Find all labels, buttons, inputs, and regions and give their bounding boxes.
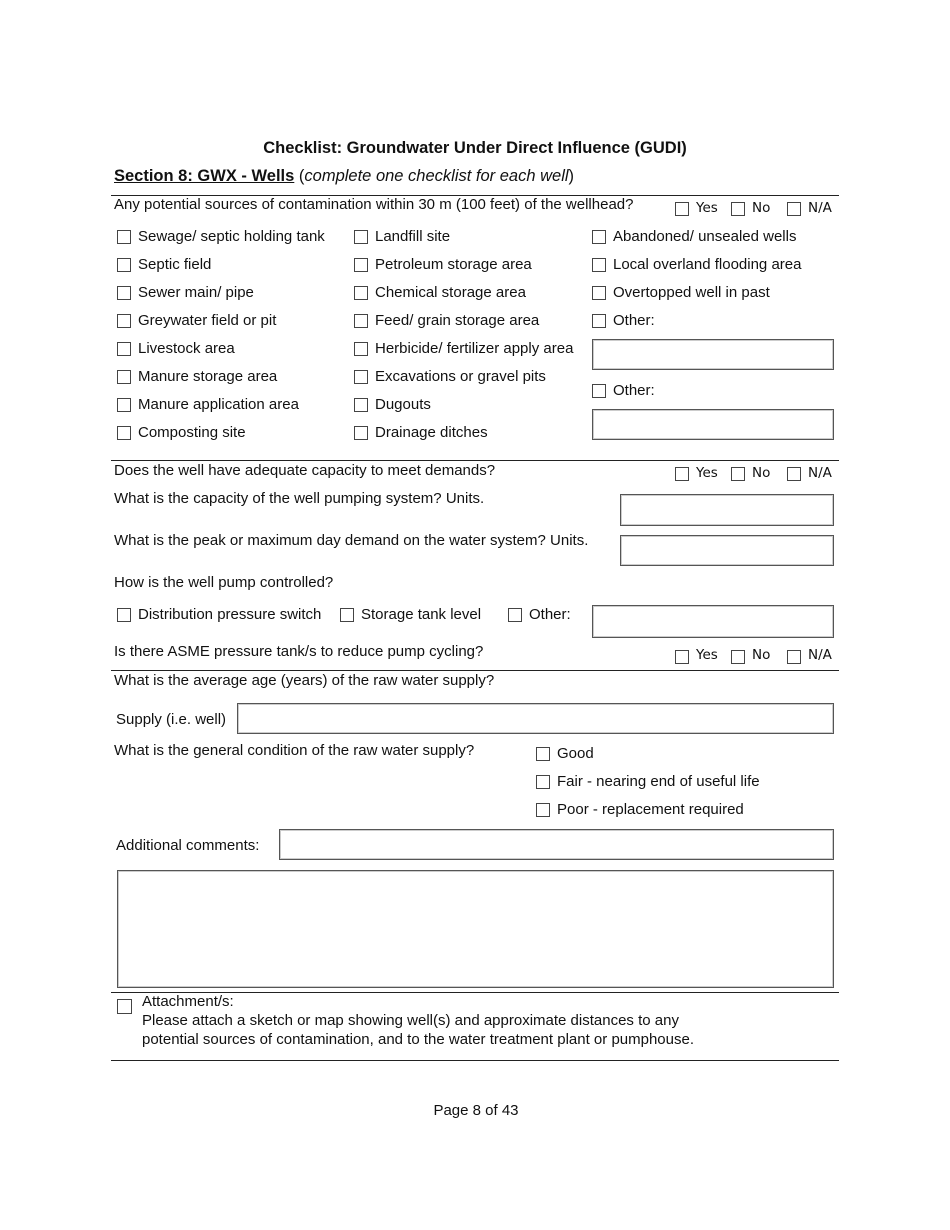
capacity-yes-label: Yes: [696, 465, 718, 481]
control-other-checkbox[interactable]: [508, 608, 522, 622]
source-label: Manure storage area: [138, 368, 278, 385]
source-label: Livestock area: [138, 340, 235, 357]
source-label: Greywater field or pit: [138, 312, 277, 329]
source-checkbox[interactable]: [354, 426, 368, 440]
divider: [111, 460, 839, 461]
contamination-yes-checkbox[interactable]: [675, 202, 689, 216]
asme-na-label: N/A: [808, 647, 832, 663]
source-checkbox[interactable]: [117, 398, 131, 412]
contamination-question: Any potential sources of contamination within 30 m (100 feet) of the wellhead?: [114, 196, 634, 213]
asme-no-label: No: [752, 647, 771, 663]
asme-na-checkbox[interactable]: [787, 650, 801, 664]
section-note-open: (: [294, 167, 305, 185]
capacity-na-label: N/A: [808, 465, 832, 481]
comments-label: Additional comments:: [116, 837, 260, 854]
storage-tank-level-label: Storage tank level: [361, 606, 482, 623]
attachment-label: Attachment/s:: [142, 993, 234, 1010]
divider: [111, 1060, 839, 1061]
source-checkbox[interactable]: [354, 286, 368, 300]
condition-good-label: Good: [557, 745, 594, 762]
section-label: Section 8: GWX - Wells: [114, 167, 295, 185]
page-title: Checklist: Groundwater Under Direct Influence (GUDI): [263, 139, 687, 157]
source-label: Composting site: [138, 424, 246, 441]
other-source-2-checkbox[interactable]: [592, 384, 606, 398]
capacity-na-checkbox[interactable]: [787, 467, 801, 481]
comments-input[interactable]: [279, 829, 834, 860]
source-checkbox[interactable]: [592, 286, 606, 300]
source-label: Manure application area: [138, 396, 299, 413]
page-number: Page 8 of 43: [433, 1102, 519, 1119]
contamination-na-label: N/A: [808, 200, 832, 216]
condition-fair-label: Fair - nearing end of useful life: [557, 773, 760, 790]
other-source-input[interactable]: [592, 339, 834, 370]
condition-poor-checkbox[interactable]: [536, 803, 550, 817]
condition-fair-checkbox[interactable]: [536, 775, 550, 789]
other-source-checkbox[interactable]: [592, 314, 606, 328]
pumping-capacity-input[interactable]: [620, 494, 834, 526]
asme-tank-question: Is there ASME pressure tank/s to reduce pump cycling?: [114, 643, 484, 660]
section-note-close: ): [568, 167, 575, 185]
condition-good-checkbox[interactable]: [536, 747, 550, 761]
attachment-instructions-line1: Please attach a sketch or map showing well(s) and approximate distances to any: [142, 1012, 679, 1029]
source-checkbox[interactable]: [117, 342, 131, 356]
section-heading: [114, 167, 574, 186]
source-label: Drainage ditches: [375, 424, 488, 441]
divider: [111, 670, 839, 671]
attachment-instructions-line2: potential sources of contamination, and to the water treatment plant or pumphouse.: [142, 1031, 694, 1048]
source-checkbox[interactable]: [354, 398, 368, 412]
source-checkbox[interactable]: [117, 230, 131, 244]
source-checkbox[interactable]: [117, 258, 131, 272]
source-label: Chemical storage area: [375, 284, 526, 301]
source-label: Feed/ grain storage area: [375, 312, 540, 329]
source-label: Overtopped well in past: [613, 284, 770, 301]
comments-textarea[interactable]: [117, 870, 834, 988]
other-source-2-input[interactable]: [592, 409, 834, 440]
source-checkbox[interactable]: [354, 342, 368, 356]
condition-question: What is the general condition of the raw water supply?: [114, 742, 475, 759]
control-other-label: Other:: [529, 606, 571, 623]
capacity-yes-checkbox[interactable]: [675, 467, 689, 481]
source-label: Excavations or gravel pits: [375, 368, 546, 385]
contamination-no-checkbox[interactable]: [731, 202, 745, 216]
source-label: Sewer main/ pipe: [138, 284, 254, 301]
peak-demand-question: What is the peak or maximum day demand on the water system? Units.: [114, 532, 589, 549]
contamination-yes-label: Yes: [696, 200, 718, 216]
source-label: Petroleum storage area: [375, 256, 532, 273]
source-label: Septic field: [138, 256, 212, 273]
source-checkbox[interactable]: [354, 314, 368, 328]
asme-yes-label: Yes: [696, 647, 718, 663]
asme-no-checkbox[interactable]: [731, 650, 745, 664]
section-note: complete one checklist for each well: [304, 167, 569, 185]
source-label: Local overland flooding area: [613, 256, 802, 273]
pressure-switch-checkbox[interactable]: [117, 608, 131, 622]
source-checkbox[interactable]: [117, 370, 131, 384]
supply-label: Supply (i.e. well): [116, 711, 227, 728]
source-checkbox[interactable]: [354, 370, 368, 384]
source-label: Herbicide/ fertilizer apply area: [375, 340, 574, 357]
control-other-input[interactable]: [592, 605, 834, 638]
source-checkbox[interactable]: [117, 286, 131, 300]
other-source-2-label: Other:: [613, 382, 655, 399]
asme-yes-checkbox[interactable]: [675, 650, 689, 664]
source-label: Sewage/ septic holding tank: [138, 228, 325, 245]
source-checkbox[interactable]: [592, 230, 606, 244]
condition-poor-label: Poor - replacement required: [557, 801, 744, 818]
age-question: What is the average age (years) of the raw water supply?: [114, 672, 495, 689]
pumping-capacity-question: What is the capacity of the well pumping system? Units.: [114, 490, 485, 507]
source-checkbox[interactable]: [354, 258, 368, 272]
source-checkbox[interactable]: [592, 258, 606, 272]
other-source-label: Other:: [613, 312, 655, 329]
capacity-no-label: No: [752, 465, 771, 481]
capacity-no-checkbox[interactable]: [731, 467, 745, 481]
source-label: Abandoned/ unsealed wells: [613, 228, 797, 245]
peak-demand-input[interactable]: [620, 535, 834, 566]
source-checkbox[interactable]: [354, 230, 368, 244]
source-label: Landfill site: [375, 228, 451, 245]
supply-age-input[interactable]: [237, 703, 834, 734]
attachment-checkbox[interactable]: [117, 999, 132, 1014]
contamination-no-label: No: [752, 200, 771, 216]
source-label: Dugouts: [375, 396, 431, 413]
capacity-question: Does the well have adequate capacity to meet demands?: [114, 462, 496, 479]
pressure-switch-label: Distribution pressure switch: [138, 606, 322, 623]
contamination-na-checkbox[interactable]: [787, 202, 801, 216]
pump-control-question: How is the well pump controlled?: [114, 574, 334, 591]
source-checkbox[interactable]: [117, 314, 131, 328]
source-checkbox[interactable]: [117, 426, 131, 440]
storage-tank-level-checkbox[interactable]: [340, 608, 354, 622]
